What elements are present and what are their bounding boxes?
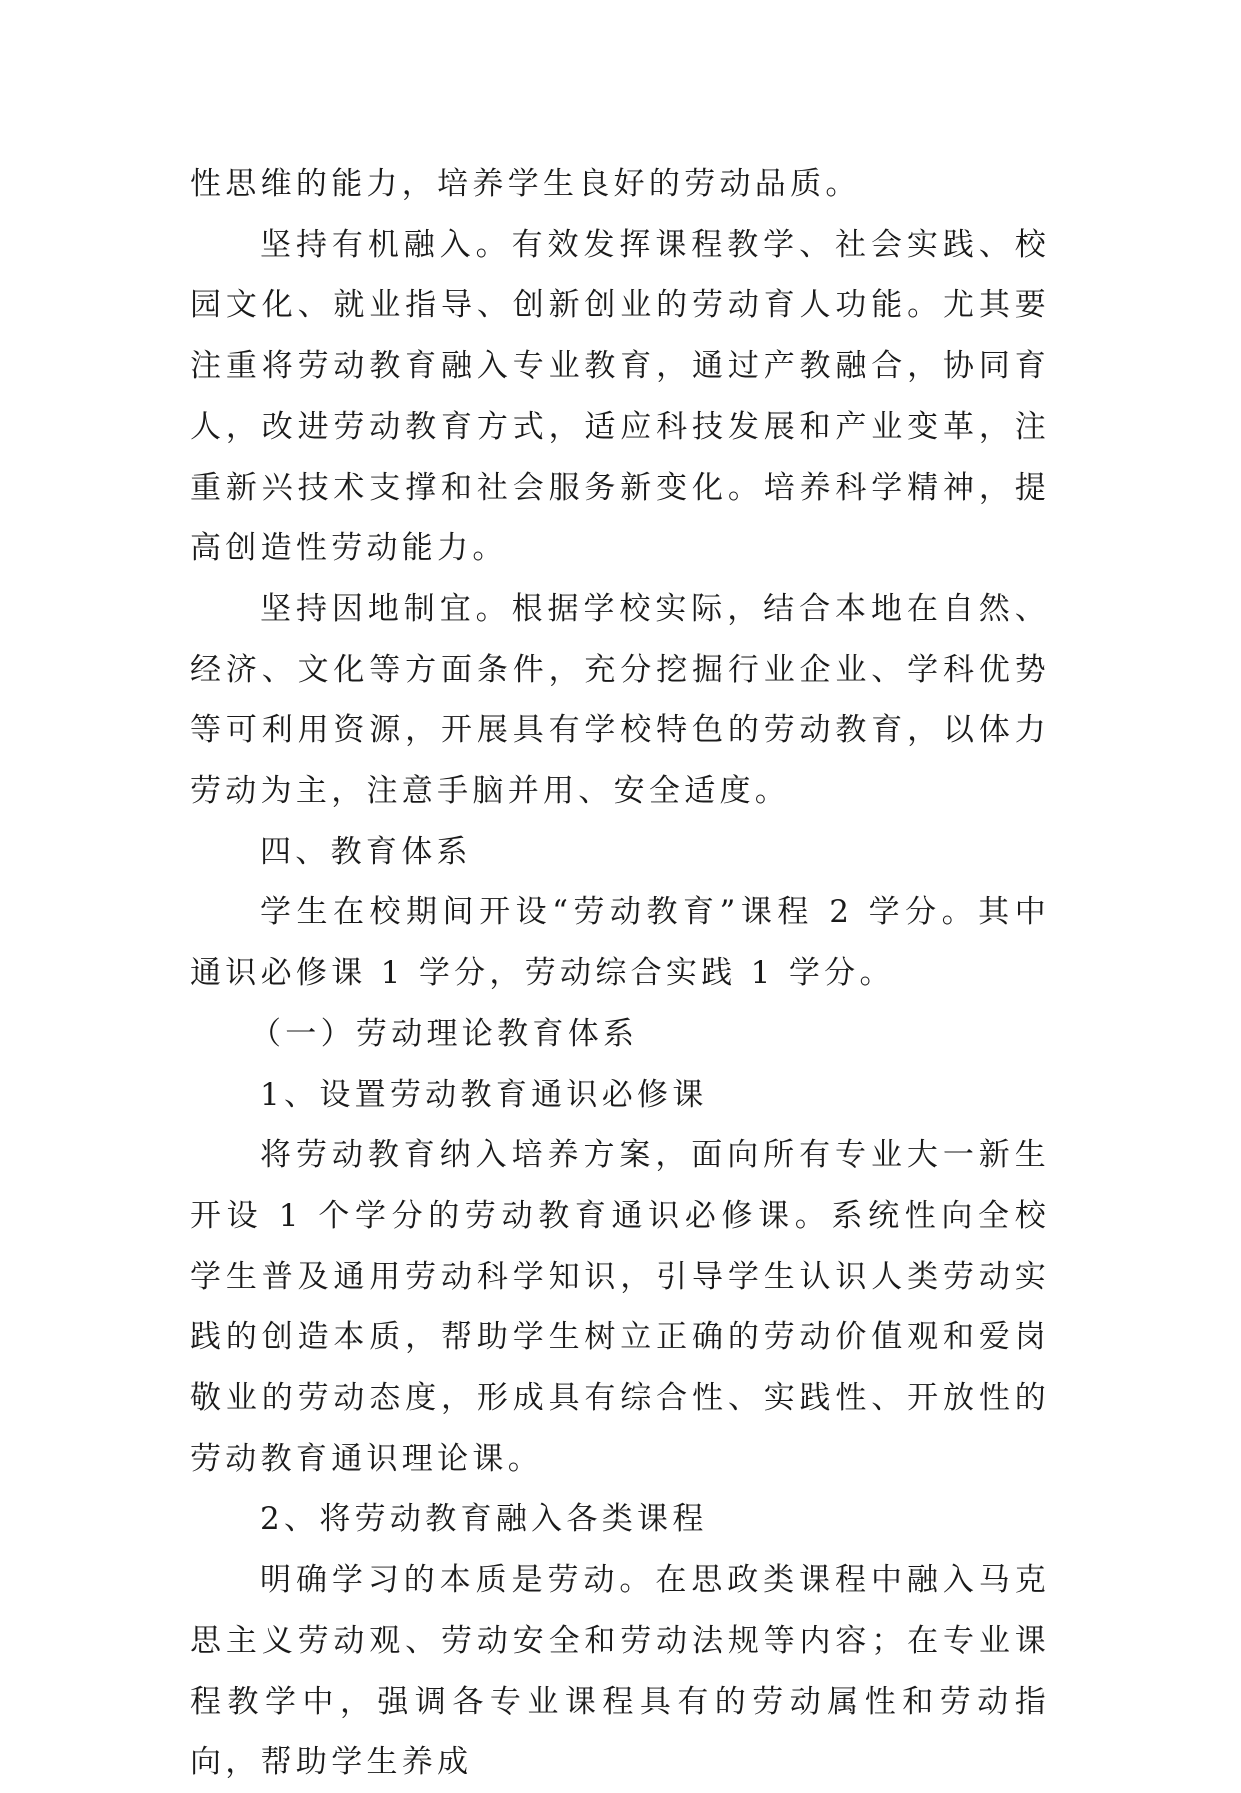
paragraph-credits: 学生在校期间开设“劳动教育”课程 2 学分。其中通识必修课 1 学分，劳动综合实践 1 学分。	[190, 894, 1050, 992]
paragraph-integrate-courses: 明确学习的本质是劳动。在思政类课程中融入马克思主义劳动观、劳动安全和劳动法规等内容；在专业课程教学中，强调各专业课程具有的劳动属性和劳动指向，帮助学生养成	[190, 1562, 1050, 1781]
section-heading-education-system: 四、教育体系	[260, 833, 472, 870]
item-heading-integrate-courses: 2、将劳动教育融入各类课程	[260, 1501, 708, 1538]
paragraph-organic-integration: 坚持有机融入。有效发挥课程教学、社会实践、校园文化、就业指导、创新创业的劳动育人功能。尤其要注重将劳动教育融入专业教育，通过产教融合，协同育人，改进劳动教育方式，适应科技发展和产业变革，注重新兴技术支撑和社会服务新变化。培养科学精神，提高创造性劳动能力。	[190, 226, 1050, 567]
subsection-heading-theory-system: （一）劳动理论教育体系	[250, 1015, 639, 1052]
paragraph-general-course: 将劳动教育纳入培养方案，面向所有专业大一新生开设 1 个学分的劳动教育通识必修课。系统性向全校学生普及通用劳动科学知识，引导学生认识人类劳动实践的创造本质，帮助学生树立正确的劳动价值观和爱岗敬业的劳动态度，形成具有综合性、实践性、开放性的劳动教育通识理论课。	[190, 1137, 1050, 1477]
item-heading-general-course: 1、设置劳动教育通识必修课	[260, 1076, 708, 1113]
document-body	[190, 154, 1050, 1793]
paragraph-continuation: 性思维的能力，培养学生良好的劳动品质。	[190, 166, 861, 202]
paragraph-local-adaptation: 坚持因地制宜。根据学校实际，结合本地在自然、经济、文化等方面条件，充分挖掘行业企业、学科优势等可利用资源，开展具有学校特色的劳动教育，以体力劳动为主，注意手脑并用、安全适度。	[190, 590, 1050, 810]
